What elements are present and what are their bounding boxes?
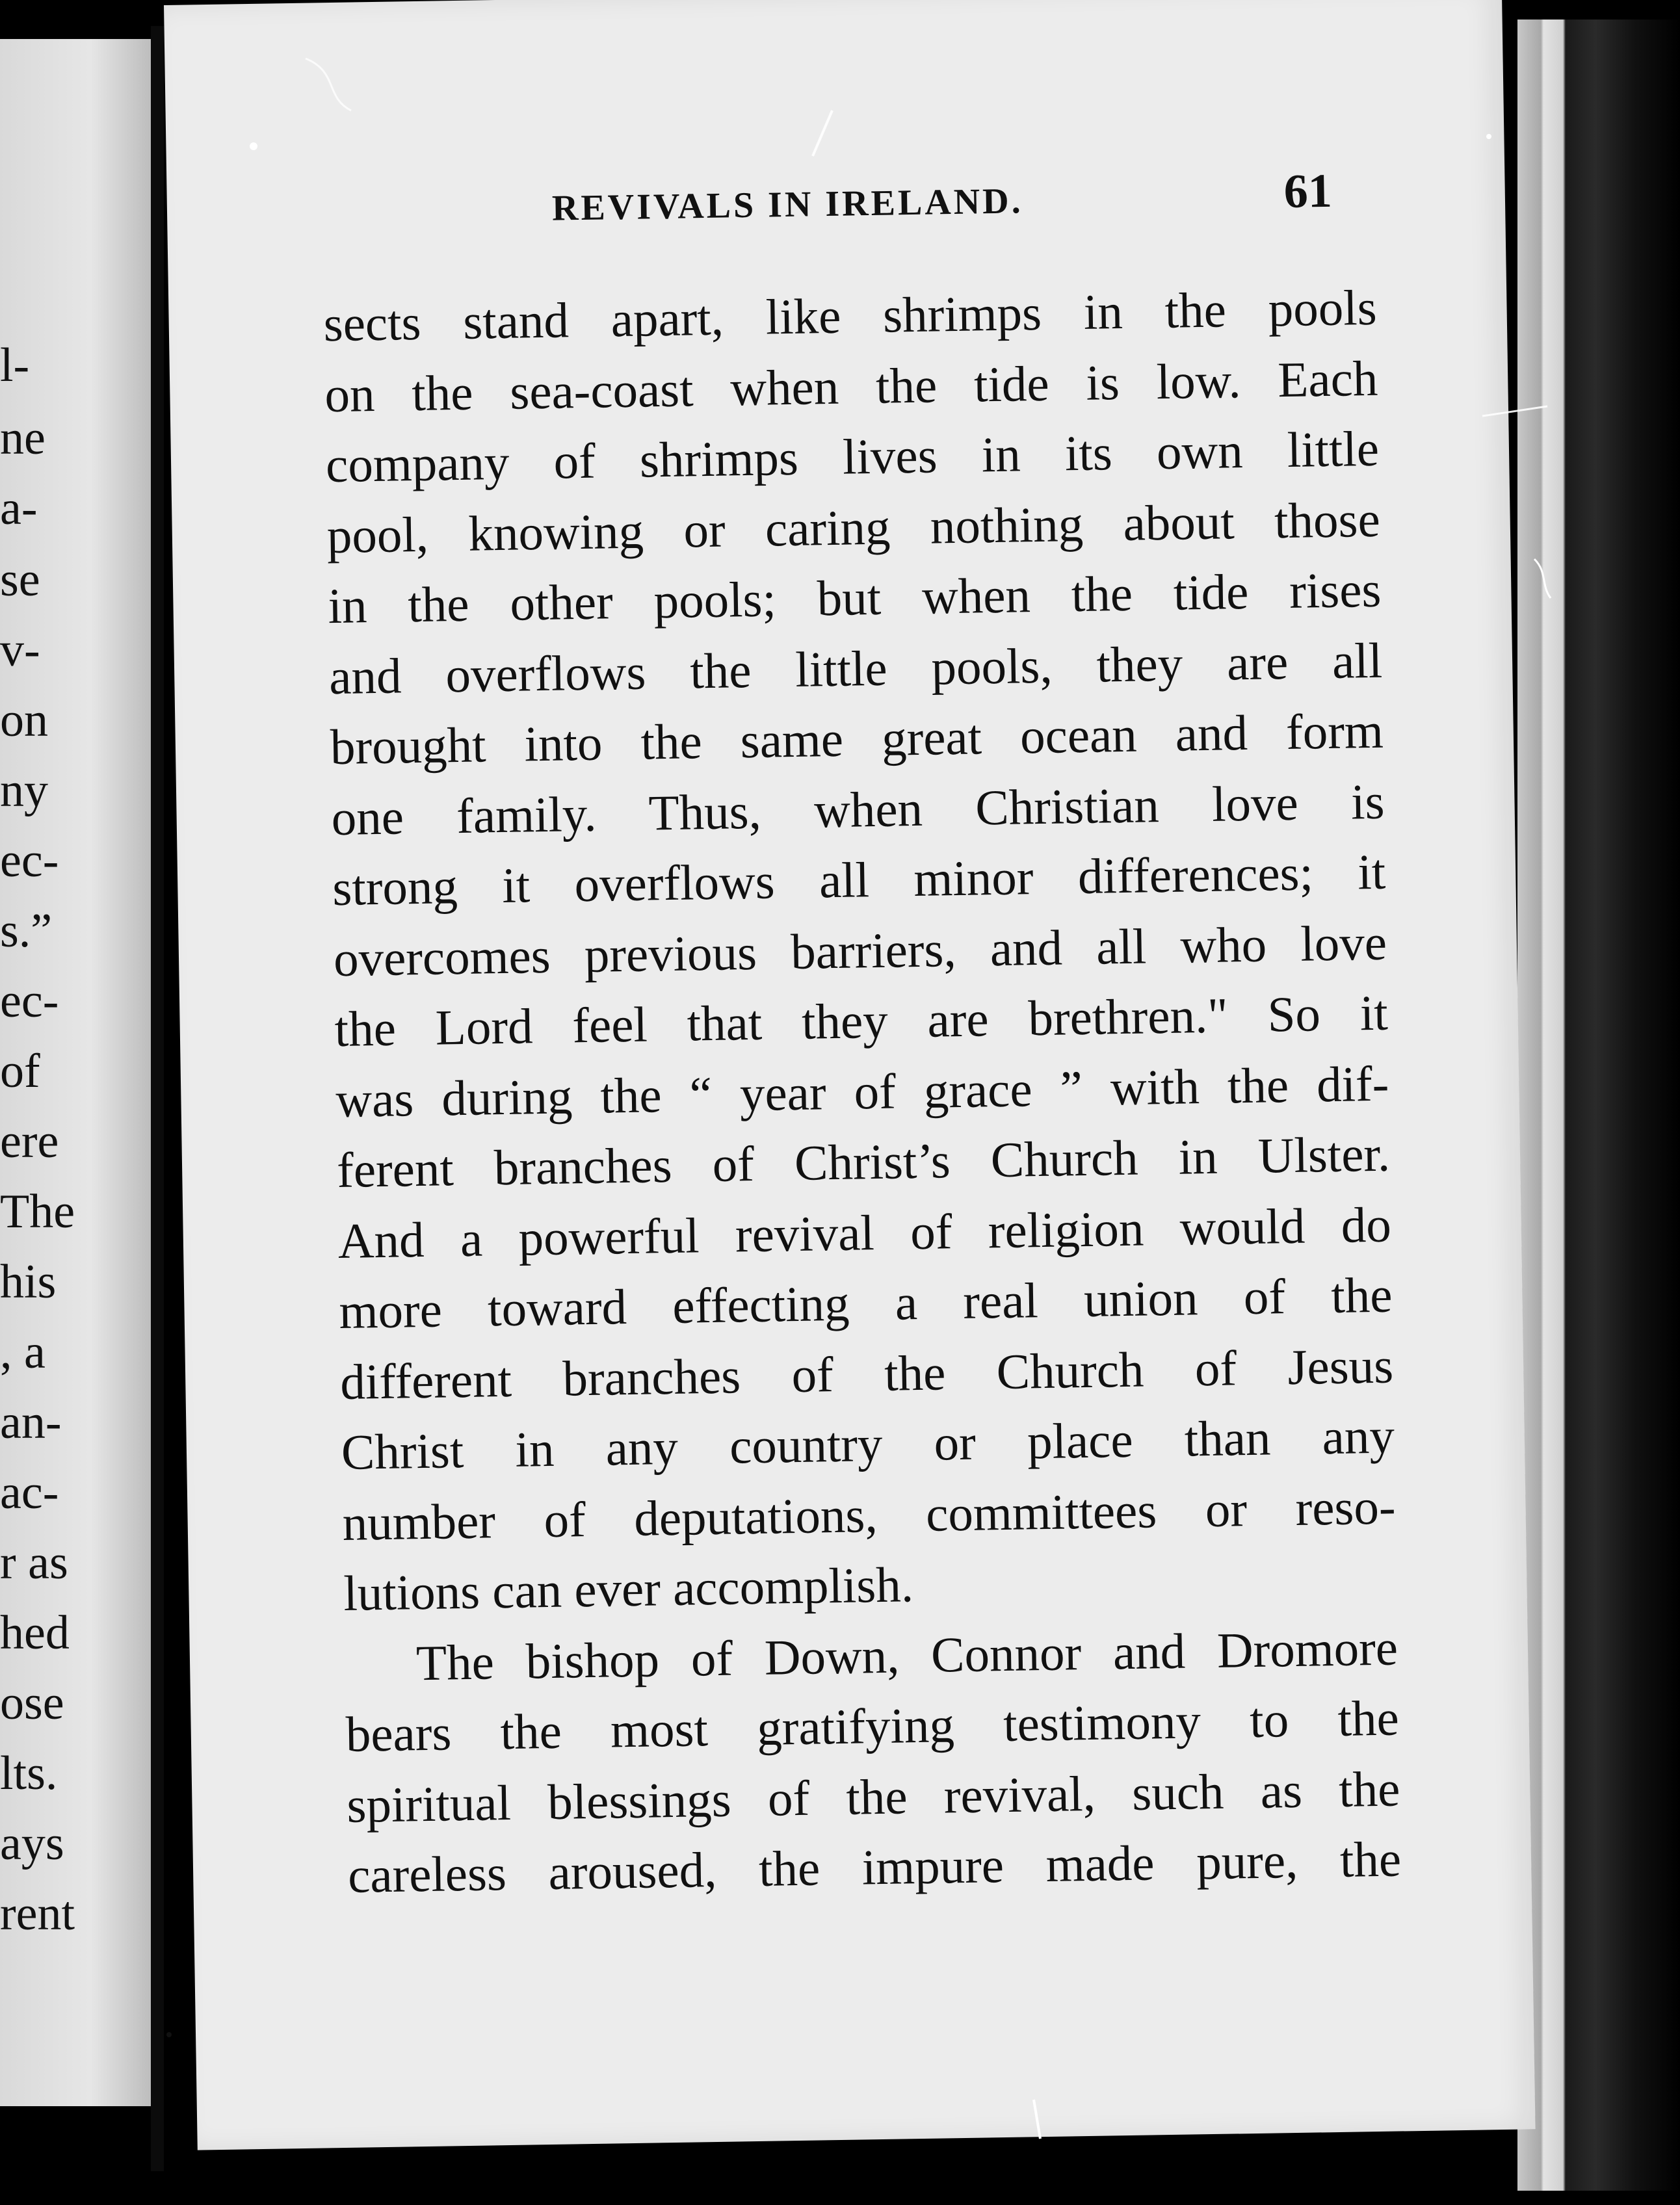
text-line: and overflows the little pools, they are all <box>328 632 1383 705</box>
left-page-fragment: of <box>0 1045 40 1098</box>
text-line: the Lord feel that they are brethren." So it <box>334 984 1389 1058</box>
left-page-fragment: v- <box>0 623 40 677</box>
text-line: The bishop of Down, Connor and Dromore <box>415 1619 1398 1691</box>
paragraph <box>344 1612 1402 1911</box>
left-page-fragment: s.” <box>0 904 53 958</box>
left-page-fragment: ec- <box>0 974 59 1028</box>
text-line: brought into the same great ocean and form <box>330 702 1384 776</box>
left-page-fragment: lts. <box>0 1747 58 1800</box>
paragraph <box>323 272 1397 1629</box>
text-line: in the other pools; but when the tide rises <box>327 561 1382 634</box>
left-page-fragment: The <box>0 1185 75 1238</box>
running-head: REVIVALS IN IRELAND. <box>551 181 1024 229</box>
left-page-fragment: ose <box>0 1677 64 1730</box>
text-line: sects stand apart, like shrimps in the pools <box>323 279 1378 352</box>
text-line: one family. Thus, when Christian love is <box>330 773 1385 846</box>
text-line: on the sea-coast when the tide is low. Each <box>324 350 1378 423</box>
previous-page-edge <box>0 39 151 2106</box>
left-page-fragment: , a <box>0 1325 46 1379</box>
text-line: ferent branches of Christ’s Church in Ulster. <box>336 1125 1391 1199</box>
left-page-fragment: on <box>0 694 48 747</box>
book-page <box>164 0 1536 2150</box>
text-line: lutions can ever accomplish. <box>343 1556 914 1621</box>
text-line: spiritual blessings of the revival, such as the <box>346 1760 1400 1833</box>
text-line: careless aroused, the impure made pure, the <box>347 1831 1402 1903</box>
left-page-fragment: se <box>0 553 40 607</box>
page-number: 61 <box>1283 164 1333 218</box>
text-line: bears the most gratifying testimony to the <box>345 1690 1400 1762</box>
text-line: was during the “ year of grace ” with the dif- <box>335 1055 1389 1128</box>
text-line: overcomes previous barriers, and all who love <box>333 914 1387 987</box>
left-page-fragment: ec- <box>0 834 59 887</box>
left-page-fragment: an- <box>0 1396 62 1449</box>
text-line: number of deputations, committees or reso- <box>342 1478 1397 1551</box>
page-body <box>323 272 1402 1911</box>
left-page-fragment: rent <box>0 1887 75 1940</box>
text-line: Christ in any country or place than any <box>341 1407 1395 1480</box>
left-page-fragment: ny <box>0 764 48 817</box>
left-page-fragment: r as <box>0 1536 68 1589</box>
text-line: different branches of the Church of Jesus <box>339 1337 1394 1410</box>
text-line: more toward effecting a real union of the <box>338 1266 1393 1340</box>
left-page-fragment: ac- <box>0 1466 59 1519</box>
left-page-fragment: ays <box>0 1817 64 1870</box>
text-line: pool, knowing or caring nothing about those <box>326 491 1381 564</box>
left-page-fragment: l- <box>0 339 30 392</box>
left-page-fragment: ne <box>0 411 46 465</box>
left-page-fragment: a- <box>0 482 38 535</box>
left-page-fragment: his <box>0 1255 57 1309</box>
text-line: strong it overflows all minor differences; it <box>332 843 1386 917</box>
left-page-fragment: hed <box>0 1606 70 1660</box>
book-gutter <box>151 26 164 2171</box>
text-line: company of shrimps lives in its own little <box>325 420 1380 493</box>
text-line: And a powerful revival of religion would do <box>337 1196 1392 1269</box>
left-page-fragment: ere <box>0 1115 59 1168</box>
page-stack-edge <box>1517 20 1680 2191</box>
